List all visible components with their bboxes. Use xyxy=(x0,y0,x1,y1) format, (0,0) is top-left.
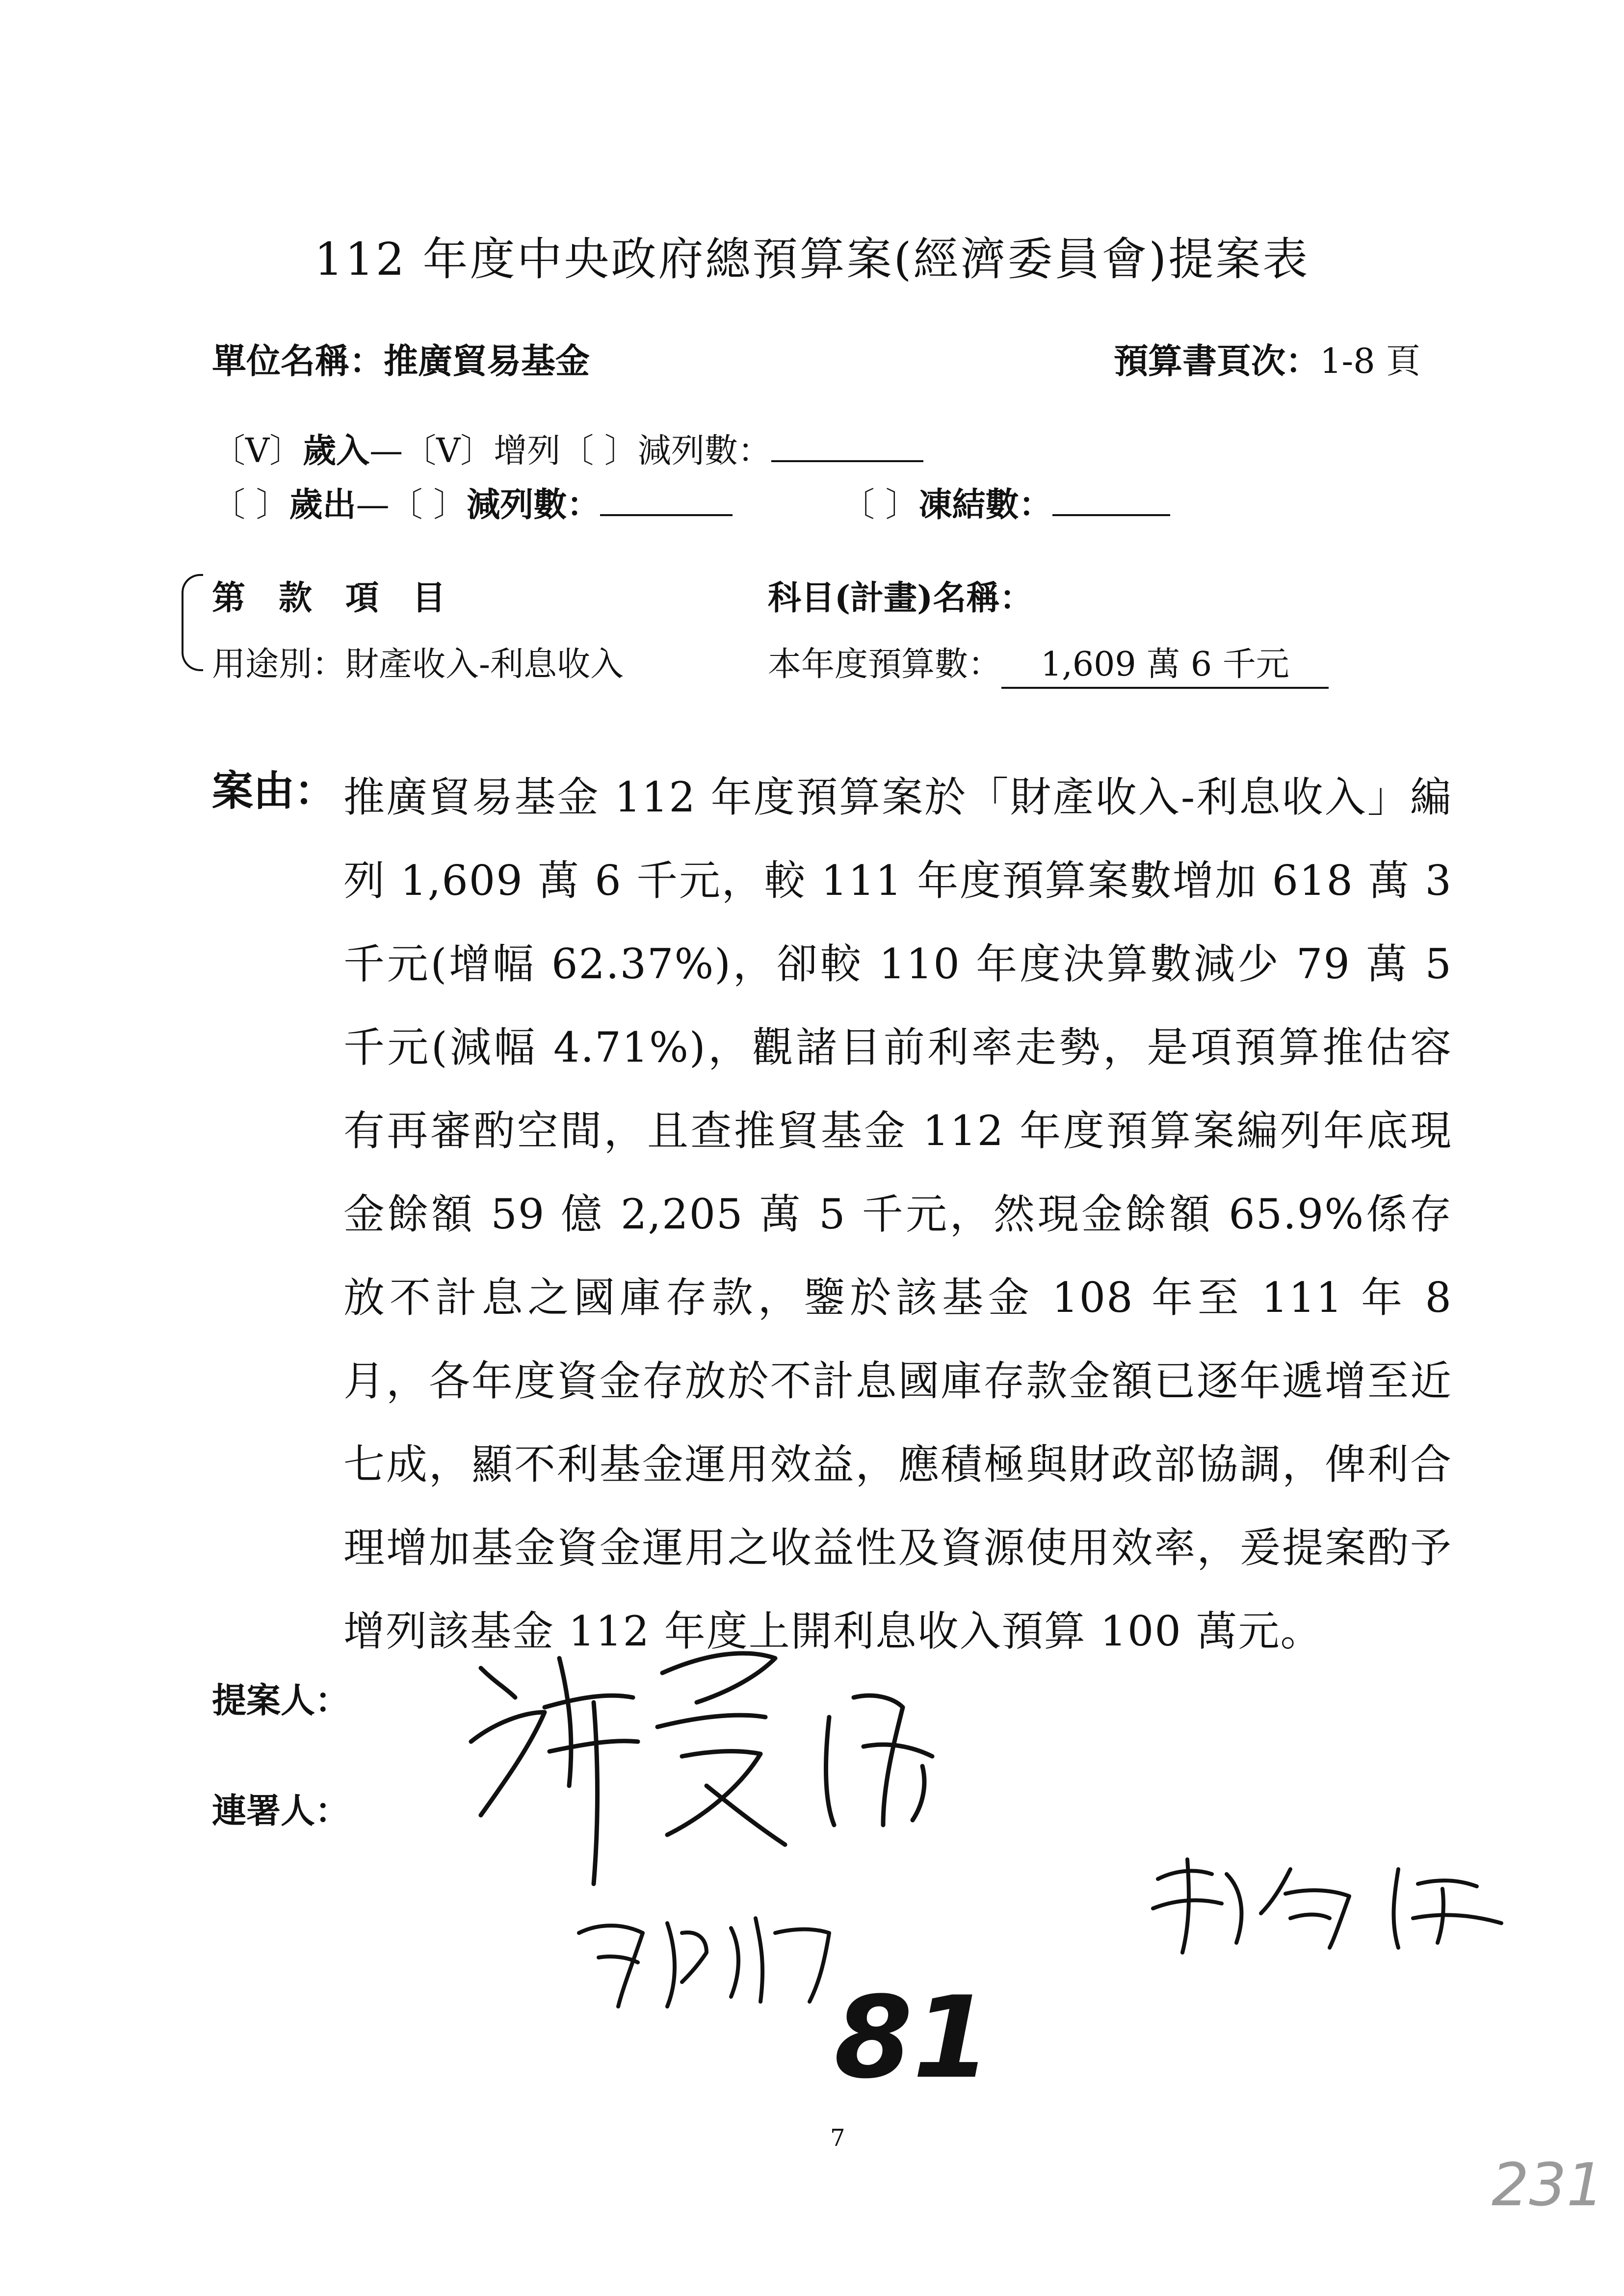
freeze-amount-label: 凍結數： xyxy=(918,485,1052,524)
cosigner-signature-2 xyxy=(569,1904,844,2016)
unit-name-label: 單位名稱： xyxy=(212,340,384,381)
annual-budget-value: 1,609 萬 6 千元 xyxy=(1001,645,1329,689)
budget-page-ref xyxy=(1114,334,1420,383)
page-title: 112 年度中央政府總預算案(經濟委員會)提案表 xyxy=(314,233,1310,286)
corner-number: 231 xyxy=(1492,2151,1604,2219)
proposer-label: 提案人： xyxy=(212,1680,349,1721)
reduce-amount-blank xyxy=(600,484,733,516)
usage-label: 用途別：財產收入-利息收入 xyxy=(212,645,624,684)
page-ref-label: 預算書頁次： xyxy=(1114,340,1320,381)
revenue-options: —〔V〕增列〔 〕減列數： xyxy=(369,432,771,470)
revenue-label: 歲入 xyxy=(303,431,370,470)
page-number: 7 xyxy=(830,2124,845,2152)
freeze-amount-blank xyxy=(1052,484,1170,516)
unit-name-value: 推廣貿易基金 xyxy=(384,340,590,381)
reason-label: 案由： xyxy=(212,766,336,815)
reason-text xyxy=(343,756,1452,1673)
page-ref-value: 1-8 頁 xyxy=(1320,341,1420,381)
item-label: 第 款 項 目 xyxy=(212,578,446,618)
item-bracket xyxy=(182,574,203,671)
revenue-check: 〔V〕 xyxy=(212,432,303,470)
cosigner-label: 連署人： xyxy=(212,1790,349,1831)
freeze-check: 〔 〕 xyxy=(841,486,919,524)
cosigner-signature-1 xyxy=(1143,1850,1516,1962)
expenditure-reduce-check: —〔 〕 xyxy=(356,486,467,524)
unit-name xyxy=(212,334,590,383)
reason-paragraph: 推廣貿易基金 112 年度預算案於「財產收入-利息收入」編列 1,609 萬 6 千元，較 111 年度預算案數增加 618 萬 3 千元(增幅 62.37%)，卻較 110 年度決算數減少 79 萬 5 千元(減幅 4.71%)，觀諸目前利率走勢，是項預算推估容有再審酌空間，且查推貿基金 112 年度預算案編列年底現金餘額 59 億 2,205 萬 5 千元，然現金餘額 65.9%係存放不計息之國庫存款，鑒於該基金 108 年至 111 年 8 月，各年度資金存放於不計息國庫存款金額已逐年遞增至近七成，顯不利基金運用效益，應積極與財政部協調，俾利合理增加基金資金運用之收益性及資源使用效率，爰提案酌予增列該基金 112 年度上開利息收入預算 100 萬元。 xyxy=(343,773,1452,1655)
expenditure-check: 〔 〕 xyxy=(212,486,289,524)
revenue-amount-blank xyxy=(771,430,923,462)
proposer-signature xyxy=(451,1639,971,1894)
revenue-line xyxy=(212,424,923,472)
expenditure-label: 歲出 xyxy=(289,485,356,524)
reduce-amount-label: 減列數： xyxy=(467,485,601,524)
annual-budget-label: 本年度預算數： xyxy=(768,645,1002,684)
annual-budget xyxy=(768,638,1329,685)
handwritten-number: 81 xyxy=(834,1973,992,2104)
subject-label: 科目(計畫)名稱： xyxy=(768,578,1033,618)
expenditure-line xyxy=(212,478,1170,526)
